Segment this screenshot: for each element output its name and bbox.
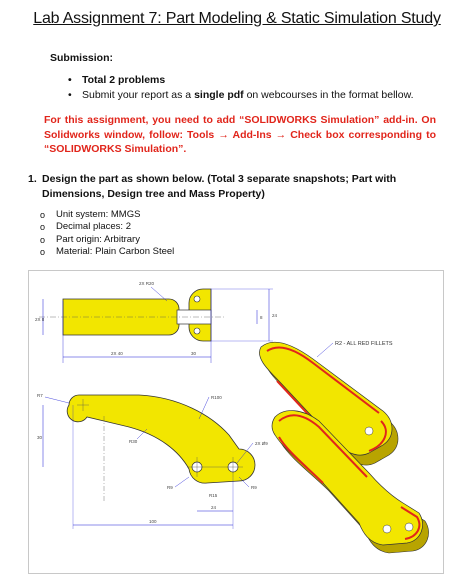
- front-view-body: [67, 395, 255, 483]
- problem-text: Design the part as shown below. (Total 3 separate snapshots; Part with Dimensions, Design tree and Mass Property): [42, 173, 397, 200]
- drawing-svg: [29, 271, 443, 573]
- report-text-after: on webcourses in the format bellow.: [243, 89, 414, 101]
- problem-1: [28, 172, 448, 202]
- dim-r9-left: R9: [167, 485, 173, 490]
- report-text-before: Submit your report as a: [82, 89, 195, 101]
- fillet-label: R2 - ALL RED FILLETS: [335, 341, 393, 347]
- dim-r100: R100: [211, 395, 222, 400]
- submission-item-report: [68, 88, 414, 103]
- part-drawing: [28, 270, 444, 574]
- top-view: [35, 281, 278, 363]
- dim-r9-right: R9: [251, 485, 257, 490]
- problem-number: 1.: [28, 173, 37, 185]
- spec-part-origin: o Part origin: Arbitrary: [40, 234, 174, 246]
- dim-len-24: 24: [211, 505, 217, 510]
- dim-hole-dia: 2X Ø9: [255, 441, 268, 446]
- spec-material: o Material: Plain Carbon Steel: [40, 246, 174, 258]
- page-title: Lab Assignment 7: Part Modeling & Static Simulation Study: [33, 10, 441, 27]
- spec-list: [40, 209, 174, 258]
- spec-unit-system: o Unit system: MMGS: [40, 209, 174, 221]
- front-view: [37, 393, 268, 529]
- dim-top-radius: 2X R20: [139, 281, 155, 286]
- dim-r30: R30: [129, 439, 138, 444]
- submission-item-total: • Total 2 problems: [68, 73, 414, 88]
- submission-heading: Submission:: [50, 52, 114, 64]
- dim-len-40: 2X 40: [111, 351, 123, 356]
- dim-thickness-top: 2X 8: [35, 317, 45, 322]
- spec-decimal-places: o Decimal places: 2: [40, 221, 174, 233]
- fork-hole-bottom: [194, 328, 200, 334]
- dim-r15: R15: [209, 493, 218, 498]
- dim-len-30: 30: [191, 351, 197, 356]
- dim-height-24: 24: [272, 313, 278, 318]
- dim-slot-height: 8: [260, 315, 263, 320]
- report-text-bold: single pdf: [194, 89, 244, 101]
- fork-hole-top: [194, 296, 200, 302]
- submission-list: [68, 73, 414, 103]
- addin-notice: For this assignment, you need to add “SOLIDWORKS Simulation” add-in. On Solidworks window, follow: Tools → Add-Ins → Check box corresponding to “SOLIDWORKS Simulation”.: [44, 114, 436, 155]
- dim-height-30: 30: [37, 435, 43, 440]
- dim-len-100: 100: [149, 519, 157, 524]
- dim-r7: R7: [37, 393, 43, 398]
